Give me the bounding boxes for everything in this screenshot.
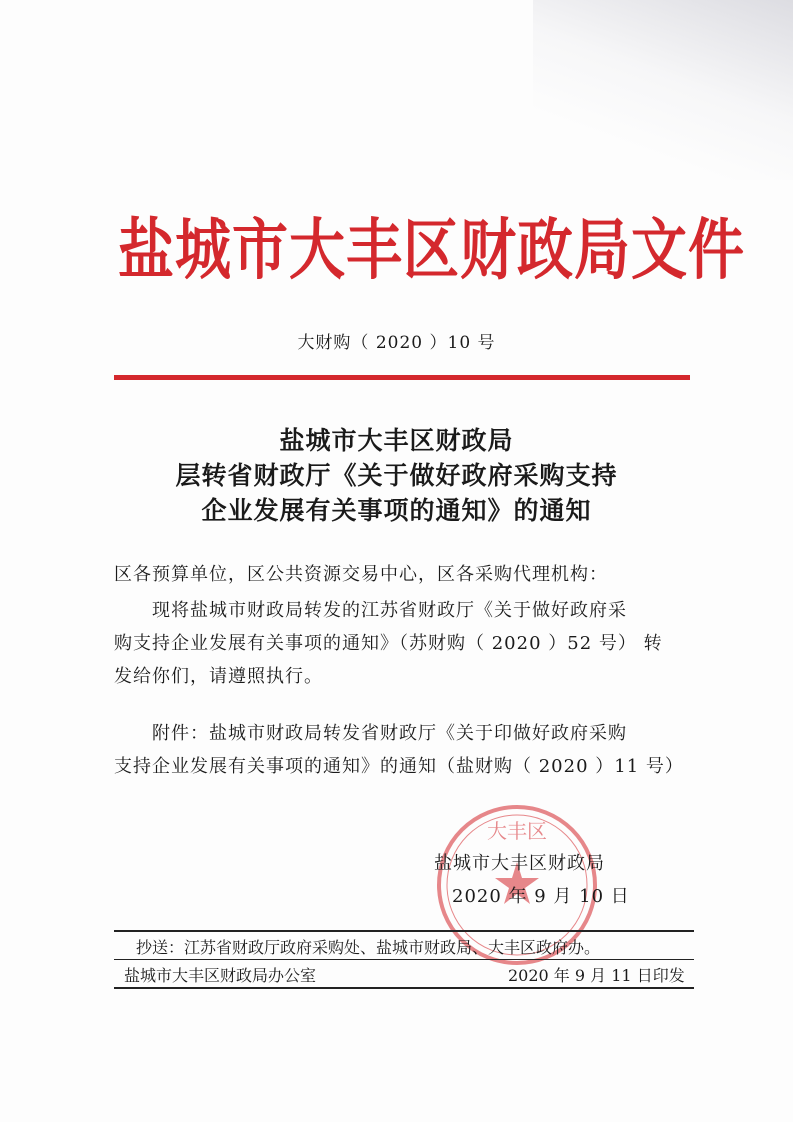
issue-date: 2020 年 9 月 11 日印发 [508, 966, 685, 985]
title-line-3: 企业发展有关事项的通知》的通知 [201, 496, 592, 525]
footer-bottom-rule [114, 987, 694, 989]
attachment-line-1: 附件：盐城市财政局转发省财政厅《关于印做好政府采购 [152, 723, 627, 744]
signature-org: 盐城市大丰区财政局 [434, 853, 605, 874]
footer-top-rule [114, 930, 694, 932]
title-line-1: 盐城市大丰区财政局 [279, 426, 514, 455]
red-divider [114, 375, 690, 380]
attachment-line-2: 支持企业发展有关事项的通知》的通知（盐财购（ 2020 ）11 号） [114, 756, 684, 777]
paragraph-line-3: 发给你们，请遵照执行。 [114, 666, 323, 687]
signature-date: 2020 年 9 月 10 日 [452, 886, 630, 907]
footer-middle-rule [114, 959, 694, 960]
document-number: 大财购（ 2020 ）10 号 [297, 333, 496, 353]
addressee: 区各预算单位，区公共资源交易中心，区各采购代理机构： [114, 564, 608, 585]
masthead: 盐城市大丰区财政局文件 [118, 212, 745, 289]
scan-shadow [533, 0, 793, 180]
seal-text: 大丰区 [487, 819, 547, 843]
cc-line: 抄送：江苏省财政厅政府采购处、盐城市财政局、大丰区政府办。 [136, 938, 601, 957]
paragraph-line-1: 现将盐城市财政局转发的江苏省财政厅《关于做好政府采 [152, 600, 627, 621]
paragraph-line-2: 购支持企业发展有关事项的通知》（苏财购（ 2020 ）52 号） 转 [114, 633, 663, 654]
issuer: 盐城市大丰区财政局办公室 [124, 966, 317, 985]
title-line-2: 层转省财政厅《关于做好政府采购支持 [175, 461, 618, 490]
